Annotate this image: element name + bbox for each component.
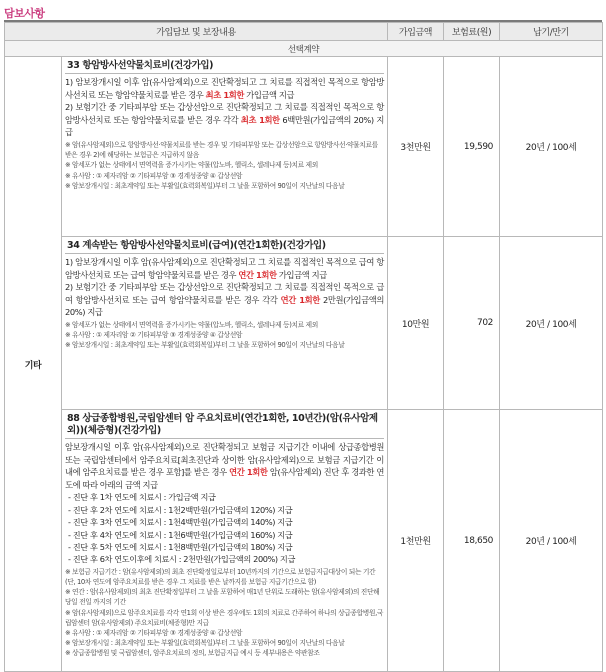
desc-text: 가입금액 지급: [276, 269, 327, 280]
desc-text: 가입금액 지급: [243, 89, 295, 100]
note-line: ※ 암세포가 없는 상태에서 면역력을 증가시키는 약물(압노바, 헬릭소, 셀레나제 등)치료 제외: [65, 320, 318, 329]
note-line: ※ 암보장개시일 : 최초계약일 또는 부활일(효력회복일)부터 그 날을 포함하여 90일이 지난날의 다음날: [65, 639, 345, 648]
note-line: ※ 암(유사암제외)으로 암주요치료를 각각 연1회 이상 받은 경우에도 1회의 치료로 간주하여 하나의 상급종합병원,국립암센터 암(유사암제외) 주요치료비(체증형)만 지급: [65, 608, 383, 627]
note-line: ※ 유사암 : ① 제자리암 ② 기타피부암 ③ 경계성종양 ④ 갑상선암: [65, 331, 243, 340]
section-row: [5, 41, 603, 57]
note-line: ※ 유사암 : ① 제자리암 ② 기타피부암 ③ 경계성종양 ④ 갑상선암: [65, 629, 243, 638]
note-line: ※ 연간 : 암(유사암제외)의 최초 진단확정일부터 그 날을 포함하여 매1년 단위로 도래하는 암(유사암제외)의 진단해당일 전일 까지의 기간: [65, 588, 380, 607]
coverage-item-notes: [65, 567, 384, 659]
term-cell: 20년 / 100세: [500, 410, 603, 672]
note-line: ※ 암보장개시일 : 최초계약일 또는 부활일(효력회복일)부터 그 날을 포함하여 90일이 지난날의 다음날: [65, 341, 345, 350]
category-label: 기타: [5, 57, 62, 672]
coverage-item-title: 88 상급종합병원,국립암센터 암 주요치료비(연간1회한, 10년간)(암(유사암제외))(체증형)(건강가입): [65, 412, 384, 439]
schedule-line: - 진단 후 2차 연도에 치료시 : 1천2백만원(가입금액의 120%) 지급: [68, 504, 293, 515]
coverage-item-notes: [65, 140, 384, 191]
desc-text: 2만원(가입금액의 20%) 지급: [65, 294, 385, 318]
highlight-text: 최초 1회한: [205, 89, 244, 100]
note-line: ※ 유사암 : ① 제자리암 ② 기타피부암 ③ 경계성종양 ④ 갑상선암: [65, 171, 243, 180]
coverage-item-desc: [65, 441, 384, 491]
highlight-text: 연간 1회한: [229, 467, 268, 478]
desc-text: 1) 암보장개시일 이후 암(유사암제외)으로 진단확정되고 그 치료를 직접적인 목적으로 항암방사선치료 또는 항암약물치료를 받은 경우: [65, 77, 385, 100]
table-row: [5, 410, 603, 672]
schedule-line: - 진단 후 3차 연도에 치료시 : 1천4백만원(가입금액의 140%) 지급: [68, 517, 293, 528]
highlight-text: 연간 1회한: [238, 269, 277, 280]
page-title: 담보사항: [4, 7, 45, 20]
note-line: ※ 상급종합병원 및 국립암센터, 암주요치료의 정의, 보험금지급 예시 등 세부내용은 약관참조: [65, 649, 320, 658]
note-line: ※ 암(유사암제외)으로 항암방사선·약물치료를 받는 경우 및 기타피부암 또는 갑상선암으로 항암방사선·약물치료를 받은 경우 2)에 해당하는 보험금은 지급하지 않음: [65, 140, 378, 160]
table-row: [5, 57, 603, 237]
schedule-line: - 진단 후 1차 연도에 치료시 : 가입금액 지급: [68, 492, 216, 503]
note-line: ※ 암세포가 없는 상태에서 면역력을 증가시키는 약물(압노바, 헬릭소, 셀레나제 등)치료 제외: [65, 161, 318, 170]
coverage-item: [62, 237, 388, 410]
amount-cell: 3천만원: [388, 57, 444, 237]
desc-text: 6백만원(가입금액의 20%) 지급: [65, 114, 385, 138]
table-row: [5, 237, 603, 410]
premium-cell: 19,590: [444, 57, 500, 237]
note-line: ※ 암보장개시일 : 최초계약일 또는 부활일(효력회복일)부터 그 날을 포함하여 90일이 지난날의 다음날: [65, 181, 345, 190]
amount-cell: 10만원: [388, 237, 444, 410]
coverage-item: [62, 410, 388, 672]
section-label: 선택계약: [5, 41, 603, 57]
desc-text: 2) 보험기간 중 기타피부암 또는 갑상선암으로 진단확정되고 그 치료를 직접적인 목적으로 항암방사선치료 또는 항암약물치료를 받은 경우 각각: [65, 102, 385, 125]
term-cell: 20년 / 100세: [500, 57, 603, 237]
coverage-item-title: 34 계속받는 항암방사선약물치료비(급여)(연간1회한)(건강가입): [65, 239, 384, 254]
coverage-item: [62, 57, 388, 237]
premium-cell: 18,650: [444, 410, 500, 672]
desc-text: 1) 암보장개시일 이후 암(유사암제외)으로 진단확정되고 그 치료를 직접적인 목적으로 급여 항암방사선치료 또는 급여 항암약물치료를 받은 경우: [65, 257, 385, 280]
highlight-text: 연간 1회한: [280, 294, 320, 305]
schedule-line: - 진단 후 6차 연도이후에 치료시 : 2천만원(가입금액의 200%) 지급: [68, 554, 295, 565]
coverage-item-desc: [65, 256, 384, 319]
amount-cell: 1천만원: [388, 410, 444, 672]
premium-cell: 702: [444, 237, 500, 410]
coverage-item-title: 33 항암방사선약물치료비(건강가입): [65, 59, 384, 74]
header-premium: 보험료(원): [444, 23, 500, 41]
payout-schedule: [65, 491, 384, 565]
coverage-item-desc: [65, 76, 384, 139]
desc-text: 암보장개시일 이후 암(유사암제외)으로 진단확정되고 보험금 지급기간 이내에 상급종합병원 또는 국립암센터에서 암주요치료[최초진단과 상이한 암(유사암제외)으로 보험금 지급기간 이내에 암주요치료를 받은 경우 포함]를 받은 경우: [65, 442, 385, 478]
header-coverage: 가입담보 및 보장내용: [5, 23, 388, 41]
term-cell: 20년 / 100세: [500, 237, 603, 410]
coverage-item-notes: [65, 320, 384, 351]
note-line: ※ 보험금 지급기간 : 암(유사암제외)의 최초 진단확정일로부터 10년까지의 기간으로 보험금지급대상이 되는 기간 (단, 10차 연도에 암주요치료를 받은 경우 그 치료를 받은 날까지를 보험금 지급기간으로 함): [65, 567, 376, 587]
table-header-row: [5, 23, 603, 41]
desc-text: 암(유사암제외) 진단 후 경과한 연도에 따라 아래의 금액 지급: [65, 467, 385, 490]
schedule-line: - 진단 후 4차 연도에 치료시 : 1천6백만원(가입금액의 160%) 지급: [68, 529, 293, 540]
header-amount: 가입금액: [388, 23, 444, 41]
coverage-table: [4, 22, 603, 672]
desc-text: 2) 보험기간 중 기타피부암 또는 갑상선암으로 진단확정되고 그 치료를 직접적인 목적으로 급여 항암방사선치료 또는 급여 항암약물치료를 받은 경우 각각: [65, 282, 385, 305]
highlight-text: 최초 1회한: [240, 114, 280, 125]
schedule-line: - 진단 후 5차 연도에 치료시 : 1천8백만원(가입금액의 180%) 지급: [68, 542, 293, 552]
header-term: 납기/만기: [500, 23, 603, 41]
